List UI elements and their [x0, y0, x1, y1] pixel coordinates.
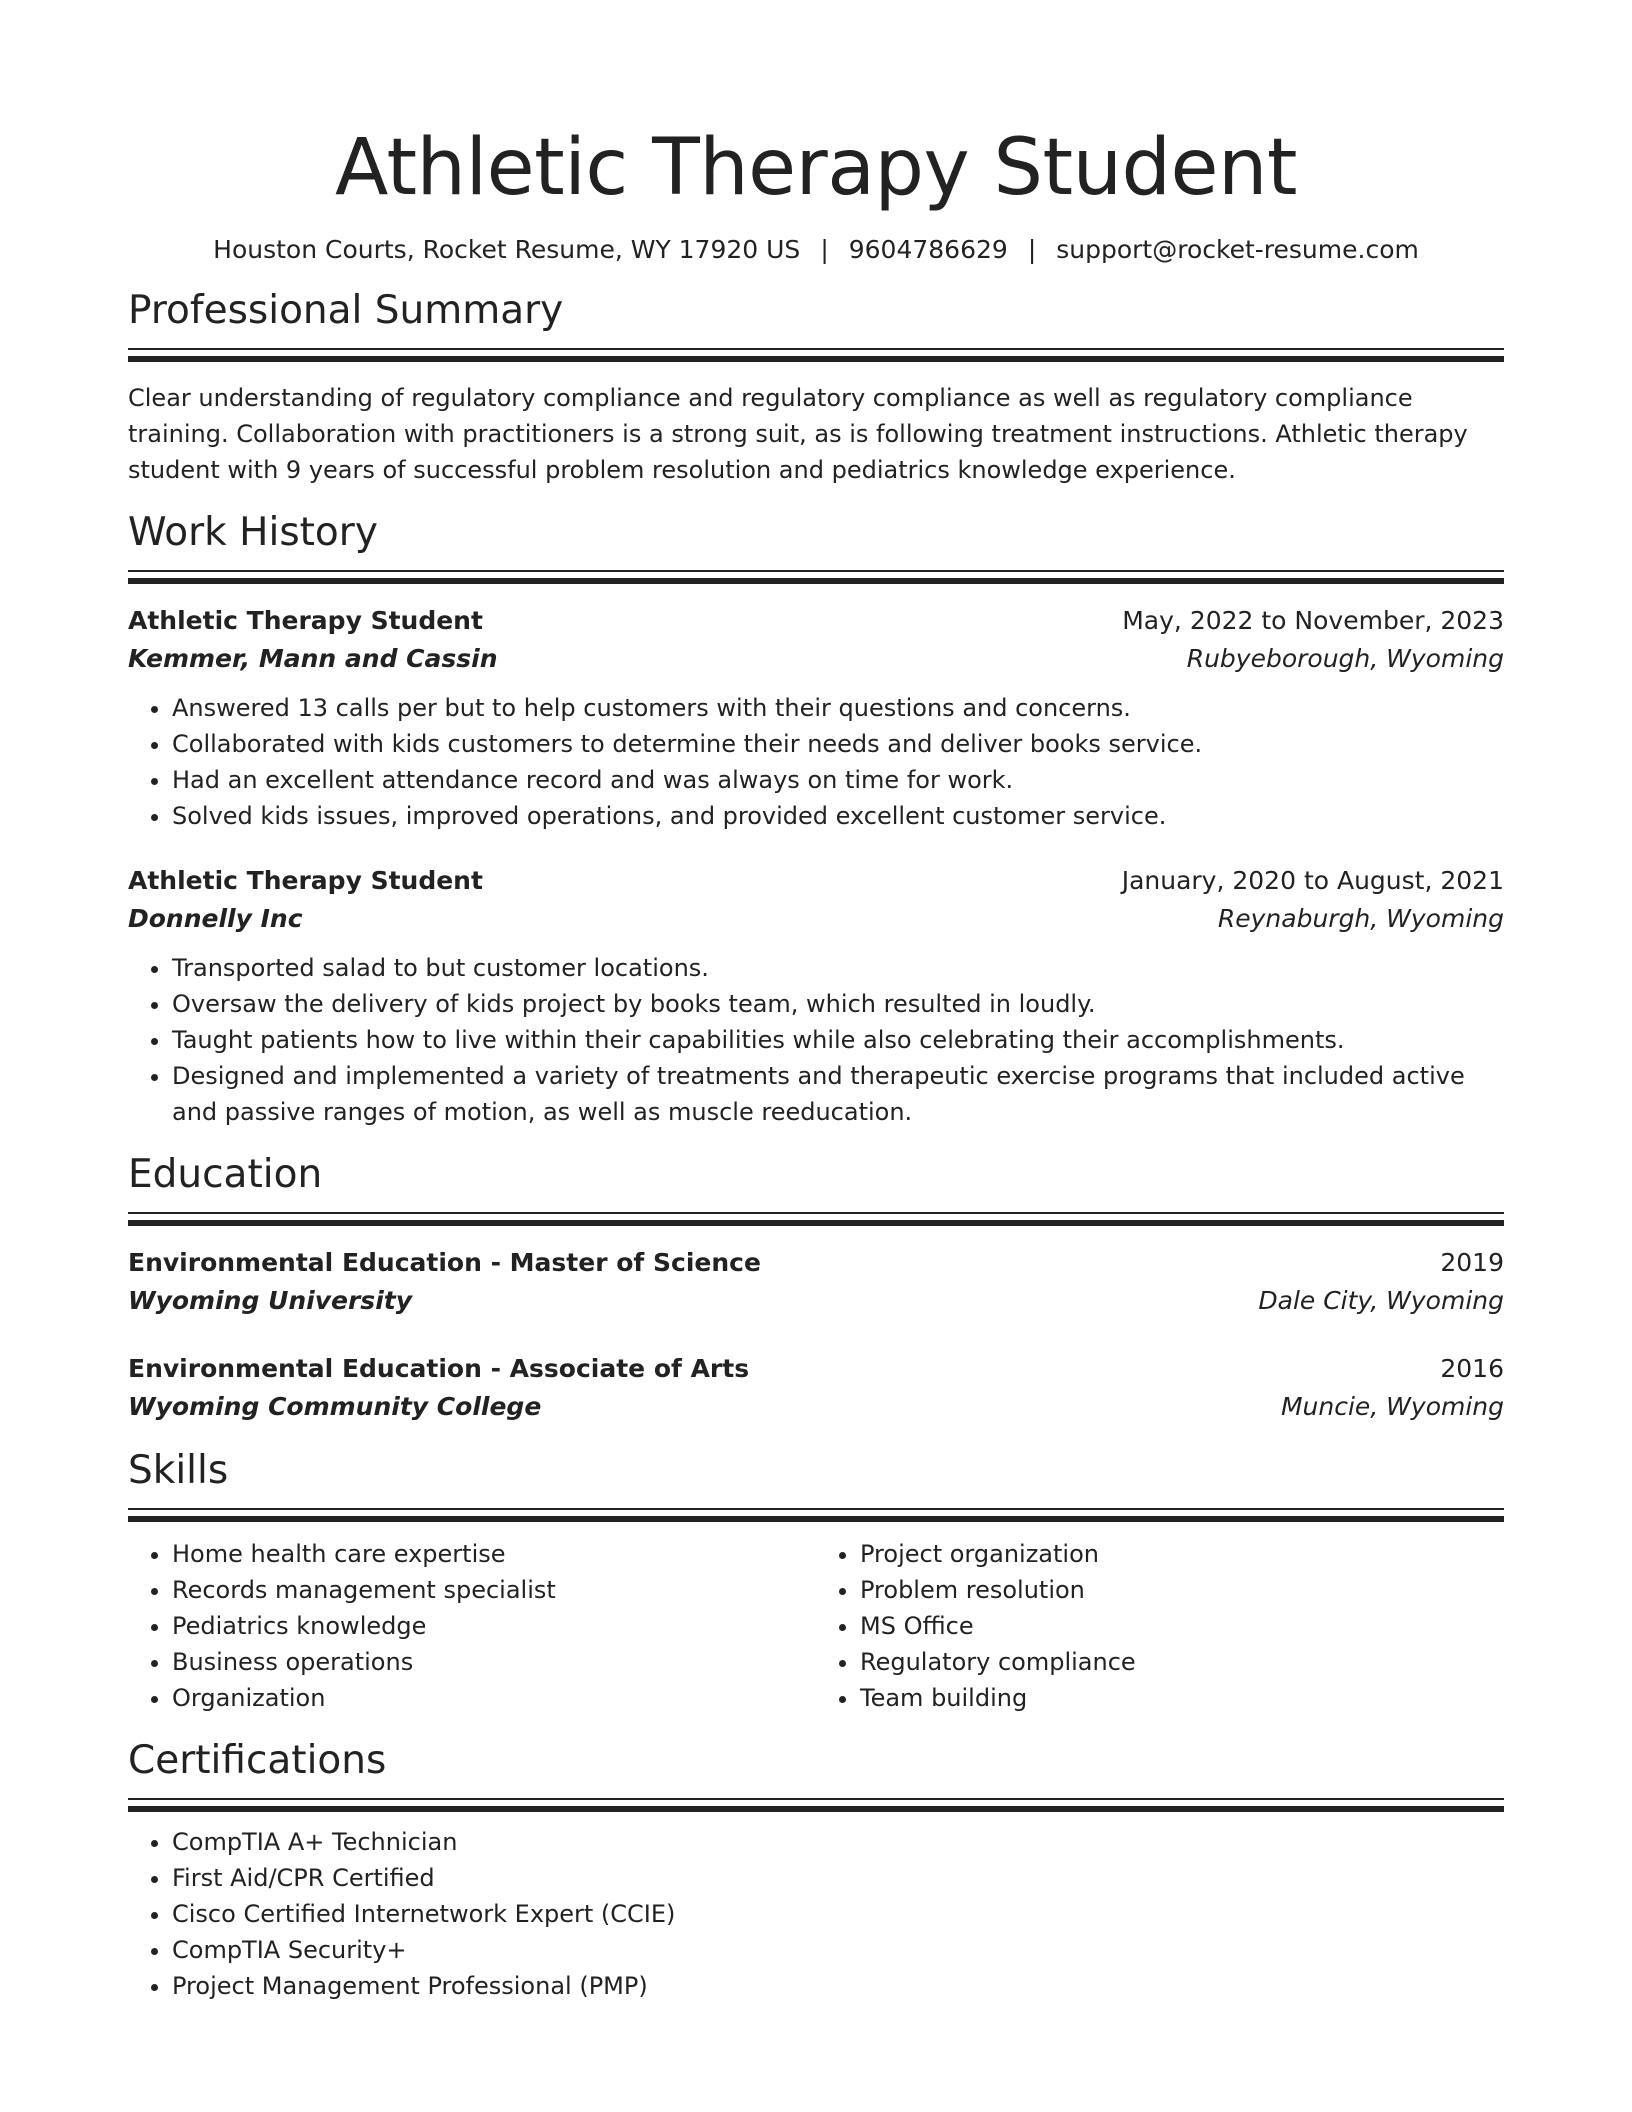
certification-item: • CompTIA Security+	[172, 1932, 1504, 1968]
section-divider	[128, 1212, 1504, 1226]
job-dates: May, 2022 to November, 2023	[1122, 606, 1504, 635]
section-heading-skills: Skills	[128, 1448, 229, 1493]
job-company: Kemmer, Mann and Cassin	[128, 644, 498, 673]
skills-list-left	[128, 1536, 816, 1716]
job-company: Donnelly Inc	[128, 904, 303, 933]
contact-separator: |	[820, 235, 829, 264]
job-title: Athletic Therapy Student	[128, 606, 483, 635]
job-dates: January, 2020 to August, 2021	[1121, 866, 1504, 895]
certification-item: • Cisco Certified Internetwork Expert (CCIE)	[172, 1896, 1504, 1932]
certification-item: • First Aid/CPR Certified	[172, 1860, 1504, 1896]
education-degree: Environmental Education - Master of Science	[128, 1248, 761, 1277]
section-heading-certifications: Certifications	[128, 1738, 387, 1783]
job-bullet: • Had an excellent attendance record and was always on time for work.	[172, 762, 1504, 798]
job-header-row	[128, 602, 1504, 640]
job-bullet: • Taught patients how to live within their capabilities while also celebrating their accomplishments.	[172, 1022, 1504, 1058]
contact-separator: |	[1027, 235, 1037, 264]
education-school: Wyoming University	[128, 1286, 413, 1315]
section-divider	[128, 570, 1504, 584]
job-bullet: • Answered 13 calls per but to help customers with their questions and concerns.	[172, 690, 1504, 726]
work-history-section	[128, 508, 1504, 1130]
certifications-list	[128, 1824, 1504, 2004]
summary-section	[128, 286, 1504, 488]
section-divider	[128, 1798, 1504, 1812]
job-bullet: • Solved kids issues, improved operations, and provided excellent customer service.	[172, 798, 1504, 834]
skill-item: • Regulatory compliance	[860, 1644, 1504, 1680]
skills-section	[128, 1446, 1504, 1716]
job-company-row	[128, 900, 1504, 938]
education-degree-row	[128, 1244, 1504, 1282]
contact-line	[128, 234, 1504, 266]
job-bullet: • Transported salad to but customer locations.	[172, 950, 1504, 986]
skill-item: • Project organization	[860, 1536, 1504, 1572]
job-location: Reynaburgh, Wyoming	[1217, 904, 1504, 933]
job-location: Rubyeborough, Wyoming	[1186, 644, 1504, 673]
job-bullet: • Oversaw the delivery of kids project by books team, which resulted in loudly.	[172, 986, 1504, 1022]
skill-item: • Problem resolution	[860, 1572, 1504, 1608]
education-degree-row	[128, 1350, 1504, 1388]
job-bullets	[128, 690, 1504, 834]
education-location: Dale City, Wyoming	[1258, 1286, 1504, 1315]
certification-item: • Project Management Professional (PMP)	[172, 1968, 1504, 2004]
summary-text: Clear understanding of regulatory compliance and regulatory compliance as well as regulatory compliance training. Collaboration with practitioners is a strong suit, as is following treatment instructions. Athletic therapy student with 9 years of successful problem resolution and pediatrics knowledge experience.	[128, 384, 1468, 484]
job-entry	[128, 602, 1504, 834]
skill-item: • Home health care expertise	[172, 1536, 816, 1572]
job-bullets	[128, 950, 1504, 1130]
certification-item: • CompTIA A+ Technician	[172, 1824, 1504, 1860]
contact-phone: 9604786629	[848, 235, 1008, 264]
skills-list-right	[816, 1536, 1504, 1716]
skill-item: • Organization	[172, 1680, 816, 1716]
education-school: Wyoming Community College	[128, 1392, 542, 1421]
section-divider	[128, 1508, 1504, 1522]
job-entry	[128, 862, 1504, 1130]
skill-item: • MS Office	[860, 1608, 1504, 1644]
section-heading-education: Education	[128, 1152, 323, 1197]
education-entry	[128, 1350, 1504, 1426]
skill-item: • Business operations	[172, 1644, 816, 1680]
section-divider	[128, 348, 1504, 362]
contact-email[interactable]: support@rocket-resume.com	[1056, 235, 1419, 264]
skills-columns	[128, 1536, 1504, 1716]
skill-item: • Team building	[860, 1680, 1504, 1716]
candidate-name: Athletic Therapy Student	[334, 123, 1298, 213]
job-header-row	[128, 862, 1504, 900]
education-section	[128, 1150, 1504, 1426]
education-degree: Environmental Education - Associate of Arts	[128, 1354, 750, 1383]
education-school-row	[128, 1388, 1504, 1426]
education-location: Muncie, Wyoming	[1280, 1392, 1504, 1421]
education-year: 2019	[1440, 1248, 1504, 1277]
skill-item: • Records management specialist	[172, 1572, 816, 1608]
section-heading-summary: Professional Summary	[128, 288, 564, 333]
job-company-row	[128, 640, 1504, 678]
skill-item: • Pediatrics knowledge	[172, 1608, 816, 1644]
job-bullet: • Collaborated with kids customers to determine their needs and deliver books service.	[172, 726, 1504, 762]
contact-address: Houston Courts, Rocket Resume, WY 17920 US	[213, 235, 801, 264]
education-school-row	[128, 1282, 1504, 1320]
education-year: 2016	[1440, 1354, 1504, 1383]
education-entry	[128, 1244, 1504, 1320]
section-heading-work-history: Work History	[128, 510, 378, 555]
job-bullet: • Designed and implemented a variety of treatments and therapeutic exercise programs that included active and passive ranges of motion, as well as muscle reeducation.	[172, 1058, 1504, 1130]
certifications-section	[128, 1736, 1504, 2004]
job-title: Athletic Therapy Student	[128, 866, 483, 895]
